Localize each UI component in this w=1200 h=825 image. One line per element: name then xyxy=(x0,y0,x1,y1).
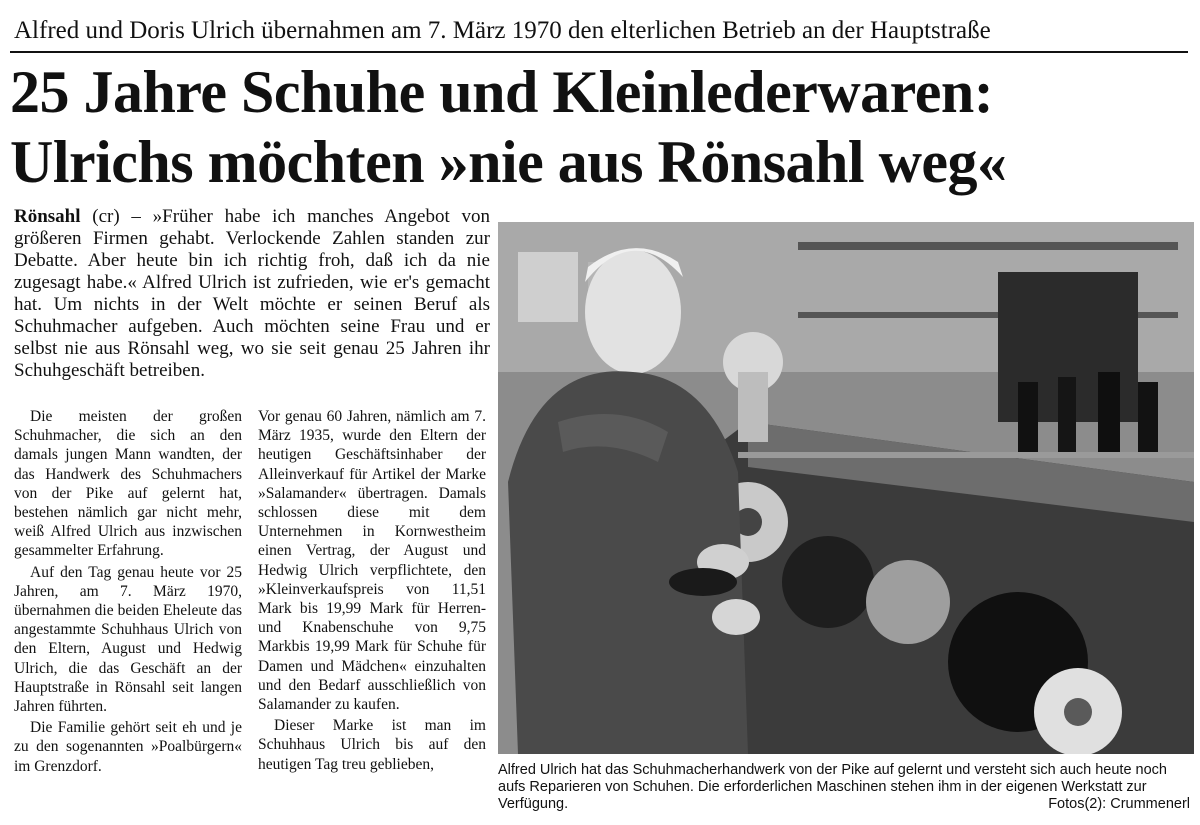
body-paragraph: Dieser Marke ist man im Schuhhaus Ulrich bis auf den heutigen Tag treu geblieben, xyxy=(258,717,486,773)
workshop-photo xyxy=(498,222,1194,754)
kicker-rule xyxy=(10,51,1188,53)
dateline: Rönsahl xyxy=(14,206,81,227)
body-paragraph: Auf den Tag genau heute vor 25 Jahren, am 7. März 1970, übernahmen die beiden Eheleute das angestammte Schuhhaus Ulrich von den Eltern, August und Hedwig Ulrich, die das Geschäft an der Hauptstraße in Rönsahl seit langen Jahren führten. xyxy=(14,563,242,716)
lead-text: (cr) – »Früher habe ich manches Angebot von größeren Firmen gehabt. Verlockende Zahlen standen zur Debatte. Aber heute bin ich richtig froh, daß ich da nie zugesagt habe.« Alfred Ulrich ist zufrieden, wie er's gemacht hat. Um nichts in der Welt möchte er seinen Beruf als Schuhmacher aufgeben. Auch möchten seine Frau und er selbst nie aus Rönsahl weg, wo sie seit genau 25 Jahren ihr Schuhgeschäft betreiben. xyxy=(14,206,490,381)
body-paragraph: Die meisten der großen Schuhmacher, die sich an den damals jungen Mann wandten, der das Handwerk des Schuhmachers von der Pike auf gelernt hat, bestehen nämlich gar nicht mehr, weiß Alfred Ulrich aus inzwischen gesammelter Erfahrung. xyxy=(14,408,242,560)
body-column-2 xyxy=(258,407,486,825)
kicker-line: Alfred und Doris Ulrich übernahmen am 7. März 1970 den elterlichen Betrieb an der Hauptstraße xyxy=(14,17,991,44)
headline-line-1: 25 Jahre Schuhe und Kleinlederwaren: xyxy=(10,59,994,125)
photo-caption: Alfred Ulrich hat das Schuhmacherhandwerk von der Pike auf gelernt und versteht sich auch heute noch aufs Reparieren von Schuhen. Die erforderlichen Maschinen stehen ihm in der eigenen Werkstatt zur Verfügung. xyxy=(498,762,1167,812)
body-paragraph: Die Familie gehört seit eh und je zu den sogenannten »Poalbürgern« im Grenzdorf. xyxy=(14,719,242,775)
photo-illustration xyxy=(498,222,1194,754)
headline-line-2: Ulrichs möchten »nie aus Rönsahl weg« xyxy=(10,129,1007,195)
body-paragraph: Vor genau 60 Jahren, nämlich am 7. März 1935, wurde den Eltern der heutigen Geschäftsinhaber der Alleinverkauf für Artikel der Marke »Salamander« übertragen. Damals schlossen diese mit dem Unternehmen in Kornwestheim einen Vertrag, der August und Hedwig Ulrich verpflichtete, den »Kleinverkaufspreis von 11,51 Mark bis 19,99 Mark für Herren- und Knabenschuhe von 9,75 Markbis 19,99 Mark für Schuhe für Damen und Mädchen« einzuhalten und den Bedarf ausschließlich von Salamander zu kaufen. xyxy=(258,408,486,714)
lead-paragraph xyxy=(14,206,490,382)
photo-credit: Fotos(2): Crummenerl xyxy=(1048,796,1190,812)
body-column-1 xyxy=(14,407,242,825)
